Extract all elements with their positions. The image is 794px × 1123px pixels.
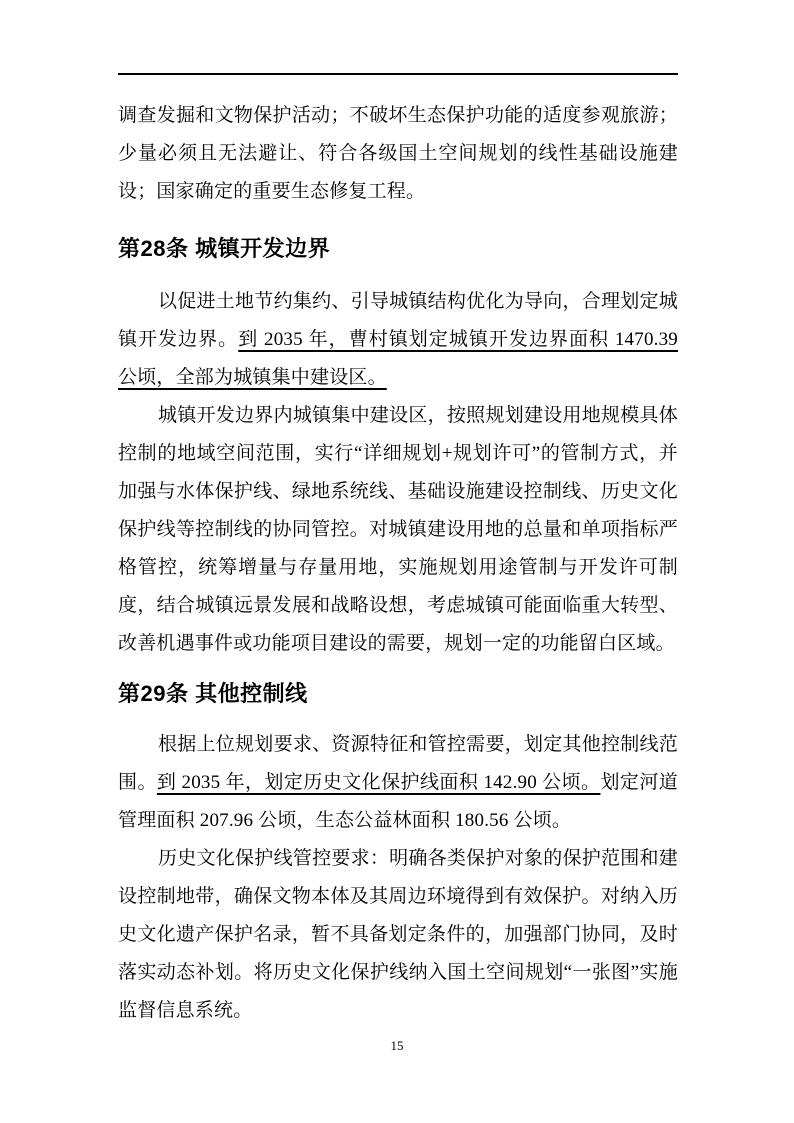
paragraph-text: 根据上位规划要求、资源特征和管控需要，划定其他控制线范围。 bbox=[118, 734, 678, 793]
section-heading-article-28: 第28条 城镇开发边界 bbox=[118, 236, 331, 261]
underlined-key-figure: 到 2035 年，划定历史文化保护线面积 142.90 公顷。 bbox=[156, 772, 601, 793]
paragraph-continuation: 调查发掘和文物保护活动；不破坏生态保护功能的适度参观旅游；少量必须且无法避让、符合各级国土空间规划的线性基础设施建设；国家确定的重要生态修复工程。 bbox=[118, 105, 678, 202]
section-heading-article-29: 第29条 其他控制线 bbox=[118, 681, 308, 706]
header-rule bbox=[118, 73, 678, 75]
paragraph-other-control-lines bbox=[118, 726, 678, 840]
paragraph-text: 以促进土地节约集约、引导城镇结构优化为导向，合理划定城镇开发边界。 bbox=[118, 291, 678, 350]
underlined-key-figure: 到 2035 年，曹村镇划定城镇开发边界面积 1470.39 公顷，全部为城镇集中建设区。 bbox=[118, 329, 678, 388]
page-content bbox=[118, 73, 678, 1030]
paragraph-urban-boundary bbox=[118, 283, 678, 397]
paragraph-historic-protection: 历史文化保护线管控要求：明确各类保护对象的保护范围和建设控制地带，确保文物本体及其周边环境得到有效保护。对纳入历史文化遗产保护名录，暂不具备划定条件的，加强部门协同，及时落实动态补划。将历史文化保护线纳入国土空间规划“一张图”实施监督信息系统。 bbox=[118, 848, 678, 1021]
paragraph-text: 划定河道管理面积 207.96 公顷，生态公益林面积 180.56 公顷。 bbox=[118, 772, 678, 831]
paragraph-boundary-management: 城镇开发边界内城镇集中建设区，按照规划建设用地规模具体控制的地域空间范围，实行“详细规划+规划许可”的管制方式，并加强与水体保护线、绿地系统线、基础设施建设控制线、历史文化保护线等控制线的协同管控。对城镇建设用地的总量和单项指标严格管控，统筹增量与存量用地，实施规划用途管制与开发许可制度，结合城镇远景发展和战略设想，考虑城镇可能面临重大转型、改善机遇事件或功能项目建设的需要，规划一定的功能留白区域。 bbox=[118, 405, 678, 654]
page-number: 15 bbox=[390, 1038, 404, 1053]
